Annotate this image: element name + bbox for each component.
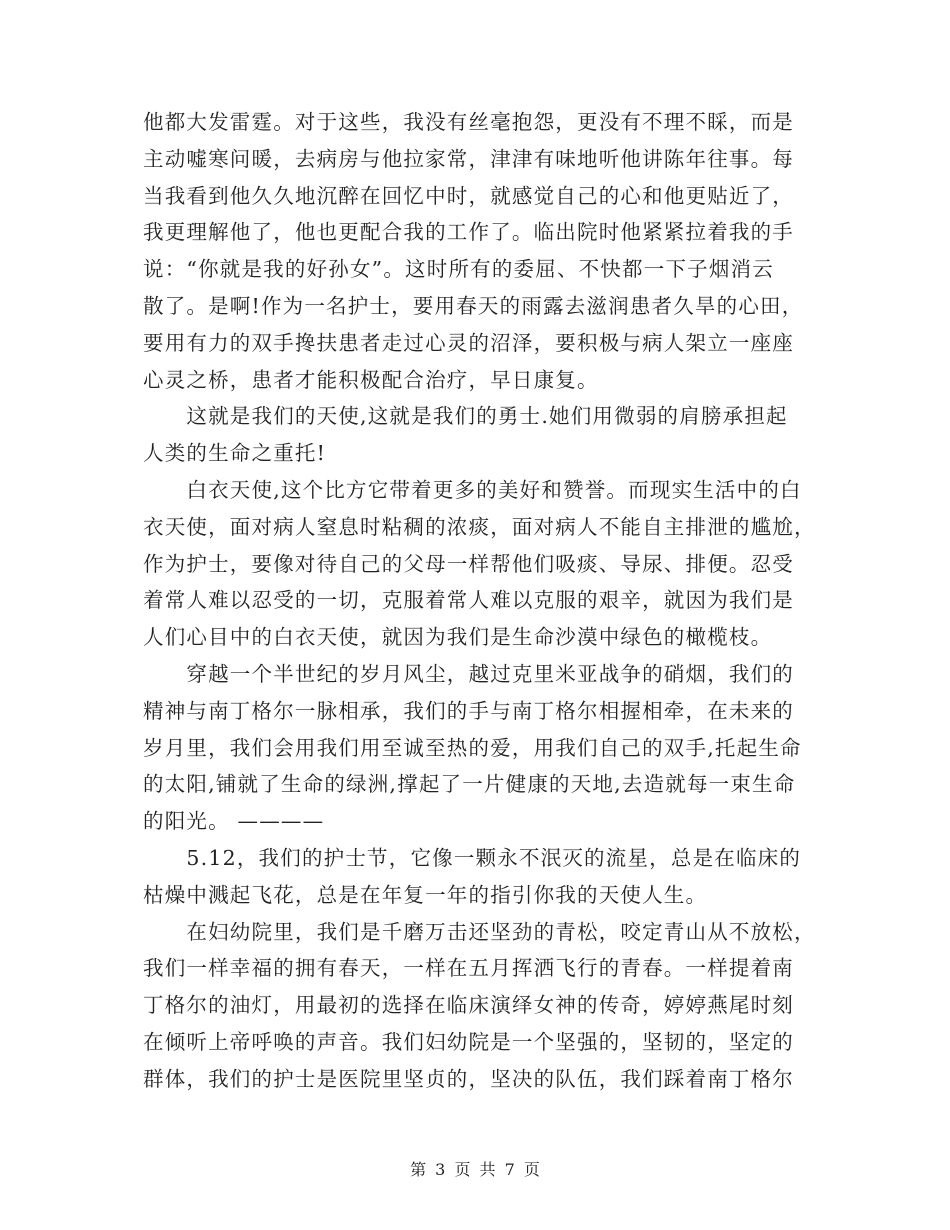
text-line: 我更理解他了，他也更配合我的工作了。临出院时他紧紧拉着我的手 <box>143 220 794 245</box>
paragraph <box>143 104 823 398</box>
paragraph <box>143 472 823 656</box>
text-line: 他都大发雷霆。对于这些，我没有丝毫抱怨，更没有不理不睬，而是 <box>143 110 794 134</box>
text-line: 人类的生命之重托! <box>143 441 327 466</box>
paragraph <box>143 398 823 472</box>
text-line: 作为护士，要像对待自己的父母一样帮他们吸痰、导尿、排便。忍受 <box>143 551 794 576</box>
text-line: 当我看到他久久地沉醉在回忆中时，就感觉自己的心和他更贴近了， <box>143 183 794 208</box>
paragraph <box>143 914 823 1098</box>
text-line: 白衣天使,这个比方它带着更多的美好和赞誉。而现实生活中的白 <box>143 477 802 502</box>
text-line: 在妇幼院里，我们是千磨万击还坚劲的青松，咬定青山从不放松， <box>143 919 816 944</box>
text-line: 要用有力的双手搀扶患者走过心灵的沼泽，要积极与病人架立一座座 <box>143 330 794 355</box>
paragraph <box>143 656 823 840</box>
text-line: 丁格尔的油灯，用最初的选择在临床演绎女神的传奇，婷婷燕尾时刻 <box>143 993 794 1018</box>
text-line: 主动嘘寒问暖，去病房与他拉家常，津津有味地听他讲陈年往事。每 <box>143 146 794 171</box>
text-line: 穿越一个半世纪的岁月风尘，越过克里米亚战争的硝烟，我们的 <box>143 661 794 686</box>
text-line: 说：“你就是我的好孙女”。这时所有的委屈、不快都一下子烟消云 <box>143 257 774 282</box>
text-line: 的阳光。 ———— <box>143 809 325 834</box>
page-number-footer: 第 3 页 共 7 页 <box>410 1160 540 1179</box>
text-line: 5.12，我们的护士节，它像一颗永不泯灭的流星，总是在临床的 <box>143 845 802 870</box>
text-line: 心灵之桥，患者才能积极配合治疗，早日康复。 <box>143 367 599 392</box>
body-text <box>143 104 823 1098</box>
text-line: 这就是我们的天使,这就是我们的勇士.她们用微弱的肩膀承担起 <box>143 404 788 429</box>
text-line: 散了。是啊!作为一名护士，要用春天的雨露去滋润患者久旱的心田， <box>143 293 804 318</box>
text-line: 枯燥中溅起飞花，总是在年复一年的指引你我的天使人生。 <box>143 882 708 907</box>
paragraph <box>143 840 823 914</box>
text-line: 群体，我们的护士是医院里坚贞的，坚决的队伍，我们踩着南丁格尔 <box>143 1066 794 1091</box>
text-line: 衣天使，面对病人窒息时粘稠的浓痰，面对病人不能自主排泄的尴尬， <box>143 514 816 539</box>
text-line: 的太阳,铺就了生命的绿洲,撑起了一片健康的天地,去造就每一束生命 <box>143 772 796 797</box>
text-line: 在倾听上帝呼唤的声音。我们妇幼院是一个坚强的，坚韧的，坚定的 <box>143 1029 794 1054</box>
text-line: 岁月里，我们会用我们用至诚至热的爱，用我们自己的双手,托起生命 <box>143 735 802 760</box>
text-line: 人们心目中的白衣天使，就因为我们是生命沙漠中绿色的橄榄枝。 <box>143 625 773 650</box>
text-line: 精神与南丁格尔一脉相承，我们的手与南丁格尔相握相牵，在未来的 <box>143 698 794 723</box>
text-line: 着常人难以忍受的一切，克服着常人难以克服的艰辛，就因为我们是 <box>143 588 794 613</box>
text-line: 我们一样幸福的拥有春天，一样在五月挥洒飞行的青春。一样提着南 <box>143 956 794 981</box>
